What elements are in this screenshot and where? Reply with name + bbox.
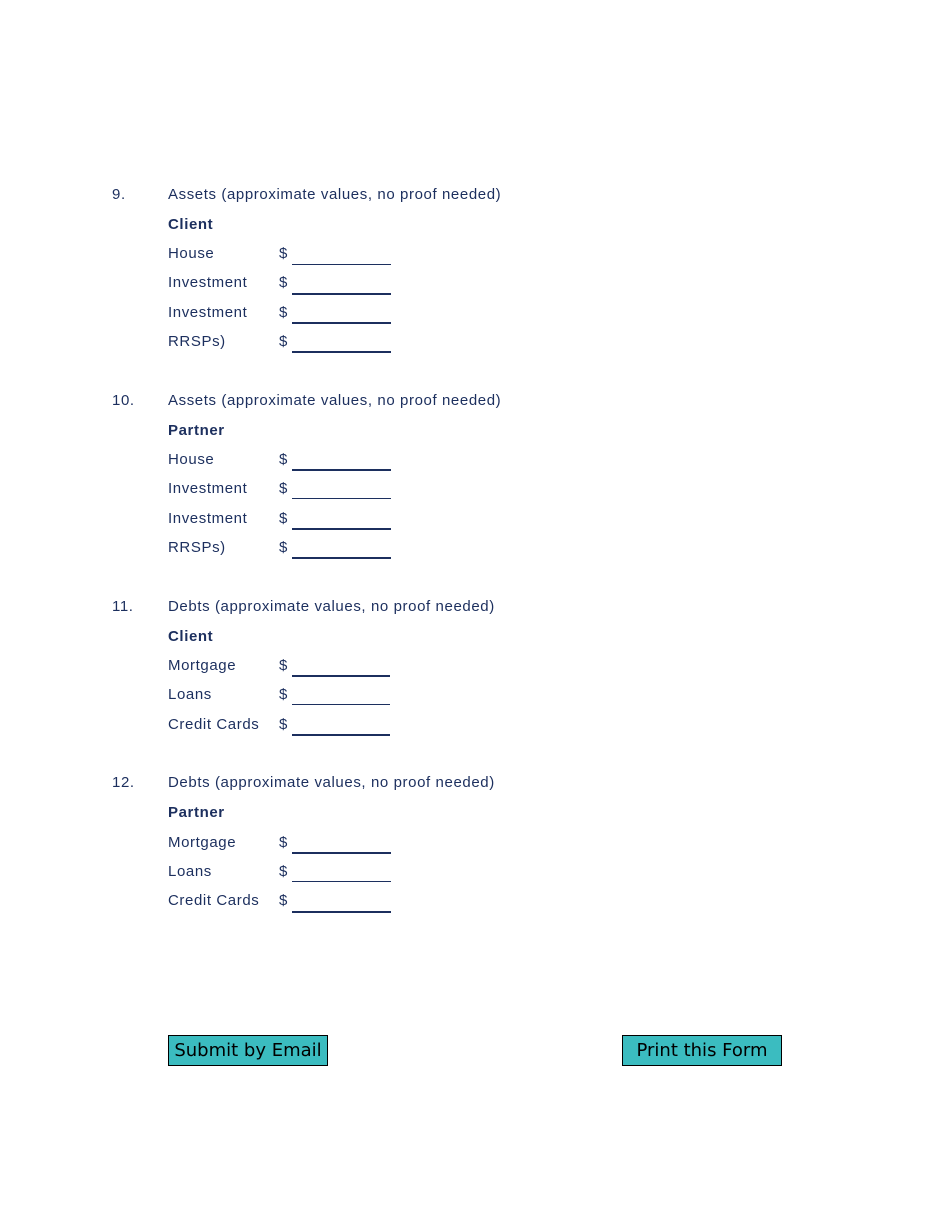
section-10-row-4-label: RRSPs) <box>168 539 226 556</box>
section-12-party: Partner <box>168 804 225 821</box>
section-9-row-1-label: House <box>168 245 215 262</box>
section-12-row-3-label: Credit Cards <box>168 892 260 909</box>
currency-symbol: $ <box>279 333 288 350</box>
section-9-number: 9. <box>112 186 126 203</box>
partner-loans-field[interactable] <box>292 865 391 882</box>
section-12-title: Debts (approximate values, no proof needed) <box>168 774 495 791</box>
submit-by-email-button[interactable]: Submit by Email <box>168 1035 328 1066</box>
client-investment-1-field[interactable] <box>292 277 391 295</box>
section-12-row-2-label: Loans <box>168 863 212 880</box>
section-11-party: Client <box>168 628 214 645</box>
section-11-row-3-label: Credit Cards <box>168 716 260 733</box>
section-10-number: 10. <box>112 392 135 409</box>
client-mortgage-field[interactable] <box>292 659 390 677</box>
section-11-title: Debts (approximate values, no proof needed) <box>168 598 495 615</box>
currency-symbol: $ <box>279 834 288 851</box>
section-11-row-2-label: Loans <box>168 686 212 703</box>
section-10-row-3-label: Investment <box>168 510 248 527</box>
section-10-title: Assets (approximate values, no proof needed) <box>168 392 502 409</box>
currency-symbol: $ <box>279 863 288 880</box>
client-loans-field[interactable] <box>292 688 390 705</box>
partner-investment-2-field[interactable] <box>292 512 391 530</box>
currency-symbol: $ <box>279 451 288 468</box>
section-11-number: 11. <box>112 598 134 615</box>
section-12-row-1-label: Mortgage <box>168 834 237 851</box>
partner-house-field[interactable] <box>292 453 391 471</box>
partner-credit-cards-field[interactable] <box>292 895 391 913</box>
currency-symbol: $ <box>279 510 288 527</box>
partner-mortgage-field[interactable] <box>292 836 391 854</box>
currency-symbol: $ <box>279 245 288 262</box>
section-9-row-4-label: RRSPs) <box>168 333 226 350</box>
section-9-title: Assets (approximate values, no proof needed) <box>168 186 502 203</box>
currency-symbol: $ <box>279 480 288 497</box>
currency-symbol: $ <box>279 274 288 291</box>
currency-symbol: $ <box>279 304 288 321</box>
currency-symbol: $ <box>279 716 288 733</box>
section-11-row-1-label: Mortgage <box>168 657 237 674</box>
currency-symbol: $ <box>279 539 288 556</box>
client-house-field[interactable] <box>292 248 391 265</box>
section-12-number: 12. <box>112 774 135 791</box>
section-9-row-2-label: Investment <box>168 274 248 291</box>
section-10-row-1-label: House <box>168 451 215 468</box>
partner-rrsps-field[interactable] <box>292 541 391 559</box>
currency-symbol: $ <box>279 892 288 909</box>
client-investment-2-field[interactable] <box>292 306 391 324</box>
section-9-party: Client <box>168 216 214 233</box>
currency-symbol: $ <box>279 686 288 703</box>
section-10-party: Partner <box>168 422 225 439</box>
currency-symbol: $ <box>279 657 288 674</box>
client-credit-cards-field[interactable] <box>292 718 390 736</box>
client-rrsps-field[interactable] <box>292 335 391 353</box>
section-10-row-2-label: Investment <box>168 480 248 497</box>
section-9-row-3-label: Investment <box>168 304 248 321</box>
print-form-button[interactable]: Print this Form <box>622 1035 782 1066</box>
partner-investment-1-field[interactable] <box>292 482 391 499</box>
